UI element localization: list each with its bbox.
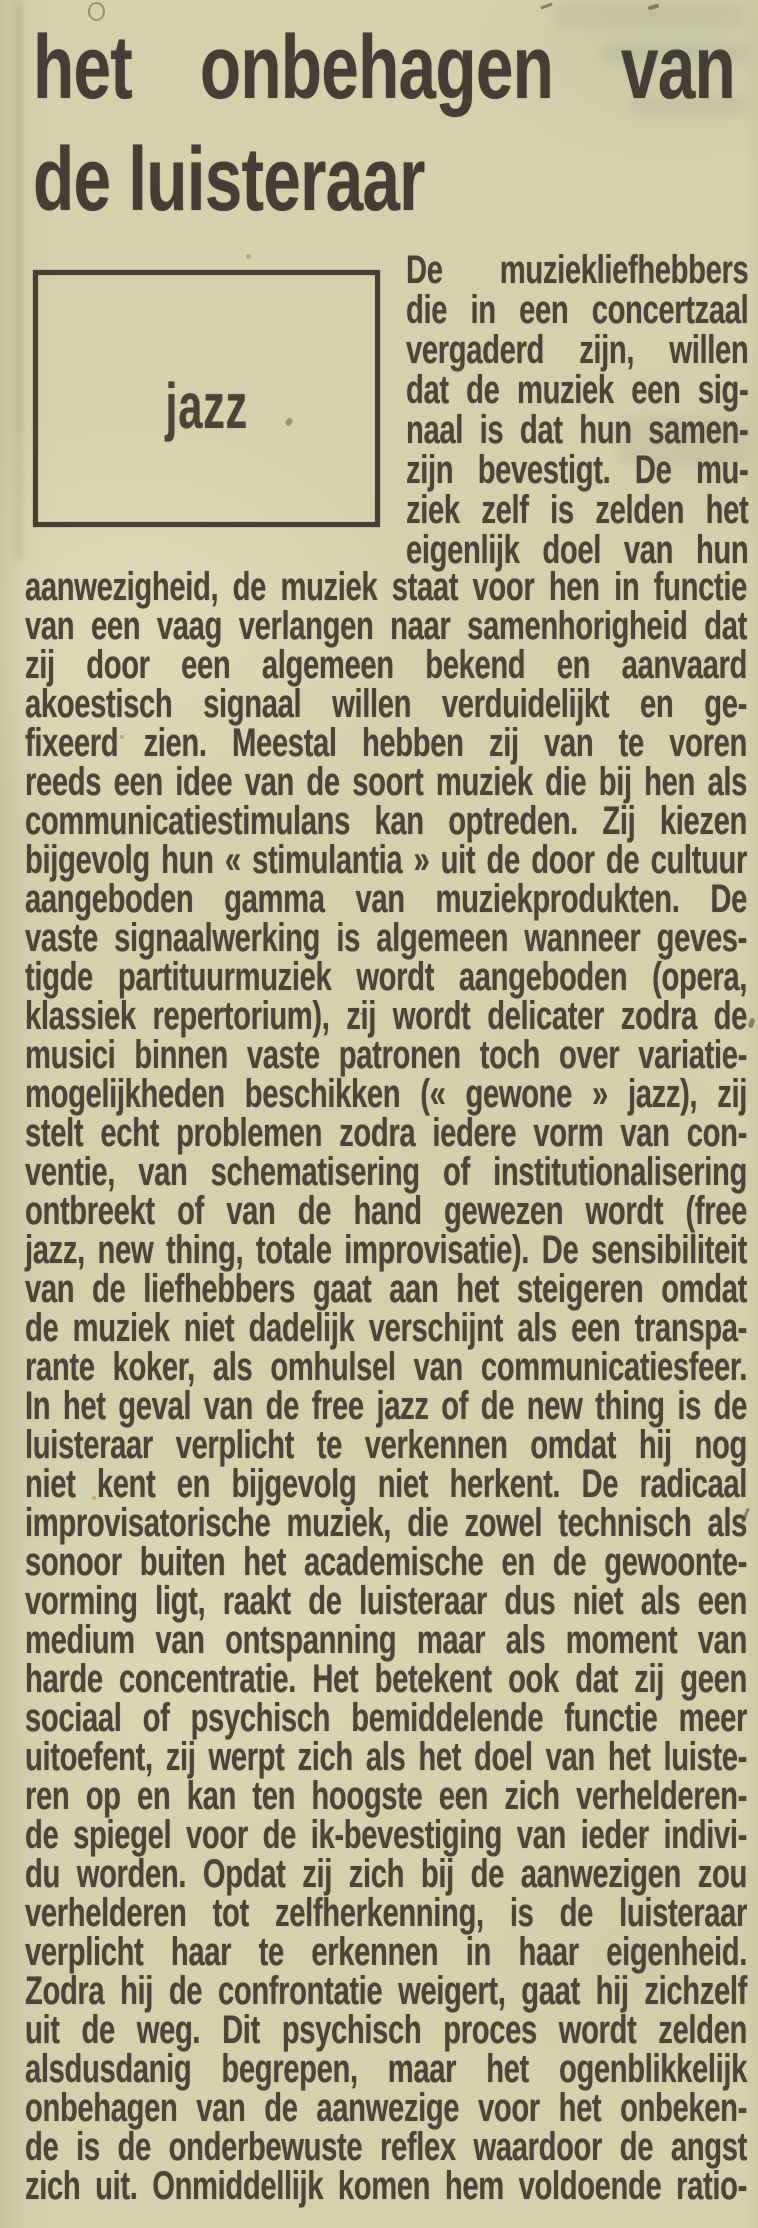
body-line: bijgevolg hun « stimulantia » uit de door de cultuur <box>25 838 747 882</box>
intro-line: dat de muziek een sig- <box>406 368 749 412</box>
body-line: stelt echt problemen zodra iedere vorm van con- <box>25 1111 747 1155</box>
intro-column <box>406 250 748 570</box>
body-line: uitoefent, zij werpt zich als het doel van het luiste- <box>25 1735 747 1779</box>
body-line: fixeerd zien. Meestal hebben zij van te voren <box>25 721 747 765</box>
body-line: luisteraar verplicht te verkennen omdat hij nog <box>25 1423 747 1467</box>
body-line: sonoor buiten het academische en de gewoonte- <box>25 1540 747 1584</box>
body-line: klassiek repertorium), zij wordt delicater zodra de <box>25 994 747 1038</box>
body-line: van een vaag verlangen naar samenhorigheid dat <box>25 604 747 648</box>
intro-line: die in een concertzaal <box>406 288 749 332</box>
intro-line: vergaderd zijn, willen <box>406 328 749 372</box>
body-line: sociaal of psychisch bemiddelende functie meer <box>25 1696 747 1740</box>
body-line: de is de onderbewuste reflex waardoor de angst <box>25 2125 747 2169</box>
body-line: akoestisch signaal willen verduidelijkt en ge- <box>25 682 747 726</box>
ink-smudge <box>748 1017 756 1028</box>
body-line: tigde partituurmuziek wordt aangeboden (opera, <box>25 955 747 999</box>
body-line: harde concentratie. Het betekent ook dat zij geen <box>25 1657 747 1701</box>
body-line: vaste signaalwerking is algemeen wanneer geves- <box>25 916 747 960</box>
body-line: ontbreekt of van de hand gewezen wordt (free <box>25 1189 747 1233</box>
headline-line-2: de luisteraar <box>33 130 425 230</box>
intro-line: naal is dat hun samen- <box>406 408 749 452</box>
body-line: ren op en kan ten hoogste een zich verhelderen- <box>25 1774 747 1818</box>
body-line: mogelijkheden beschikken (« gewone » jazz), zij <box>25 1072 747 1116</box>
body-line: du worden. Opdat zij zich bij de aanwezigen zou <box>25 1852 747 1896</box>
body-line: improvisatorische muziek, die zowel technisch als <box>25 1501 747 1545</box>
body-line: alsdusdanig begrepen, maar het ogenblikkelijk <box>25 2047 747 2091</box>
body-line: vorming ligt, raakt de luisteraar dus niet als een <box>25 1579 747 1623</box>
body-line: uit de weg. Dit psychisch proces wordt zelden <box>25 2008 747 2052</box>
body-line: onbehagen van de aanwezige voor het onbeken- <box>25 2086 747 2130</box>
body-line: Zodra hij de confrontatie weigert, gaat hij zichzelf <box>25 1969 747 2013</box>
body-line: de muziek niet dadelijk verschijnt als een transpa- <box>25 1306 747 1350</box>
body-line: niet kent en bijgevolg niet herkent. De radicaal <box>25 1462 747 1506</box>
body-line: zich uit. Onmiddellijk komen hem voldoende ratio- <box>25 2164 747 2208</box>
body-line: aanwezigheid, de muziek staat voor hen in functie <box>25 565 747 609</box>
body-column <box>25 565 747 2208</box>
intro-line: ziek zelf is zelden het <box>406 488 749 532</box>
body-line: zij door een algemeen bekend en aanvaard <box>25 643 747 687</box>
intro-line: zijn bevestigt. De mu- <box>406 448 749 492</box>
paper-fold-shadow <box>12 0 26 560</box>
body-line: van de liefhebbers gaat aan het steigeren omdat <box>25 1267 747 1311</box>
paper-speck <box>246 254 251 259</box>
intro-line: eigenlijk doel van hun <box>406 528 749 572</box>
section-kicker-label: jazz <box>165 369 248 442</box>
body-line: communicatiestimulans kan optreden. Zij kiezen <box>25 799 747 843</box>
body-line: verplicht haar te erkennen in haar eigenheid. <box>25 1930 747 1974</box>
body-line: In het geval van de free jazz of de new thing is de <box>25 1384 747 1428</box>
body-line: aangeboden gamma van muziekprodukten. De <box>25 877 747 921</box>
body-line: verhelderen tot zelfherkenning, is de luisteraar <box>25 1891 747 1935</box>
ink-smudge <box>540 3 552 10</box>
body-line: jazz, new thing, totale improvisatie). De sensibiliteit <box>25 1228 747 1272</box>
body-line: musici binnen vaste patronen toch over variatie- <box>25 1033 747 1077</box>
body-line: de spiegel voor de ik-bevestiging van ieder indivi- <box>25 1813 747 1857</box>
intro-line: De muziekliefhebbers <box>406 248 749 292</box>
body-line: ventie, van schematisering of institutionalisering <box>25 1150 747 1194</box>
body-line: rante koker, als omhulsel van communicatiesfeer. <box>25 1345 747 1389</box>
section-kicker-box <box>33 270 380 527</box>
body-line: reeds een idee van de soort muziek die bij hen als <box>25 760 747 804</box>
body-line: medium van ontspanning maar als moment van <box>25 1618 747 1662</box>
headline-line-1: het onbehagen van <box>33 18 735 118</box>
